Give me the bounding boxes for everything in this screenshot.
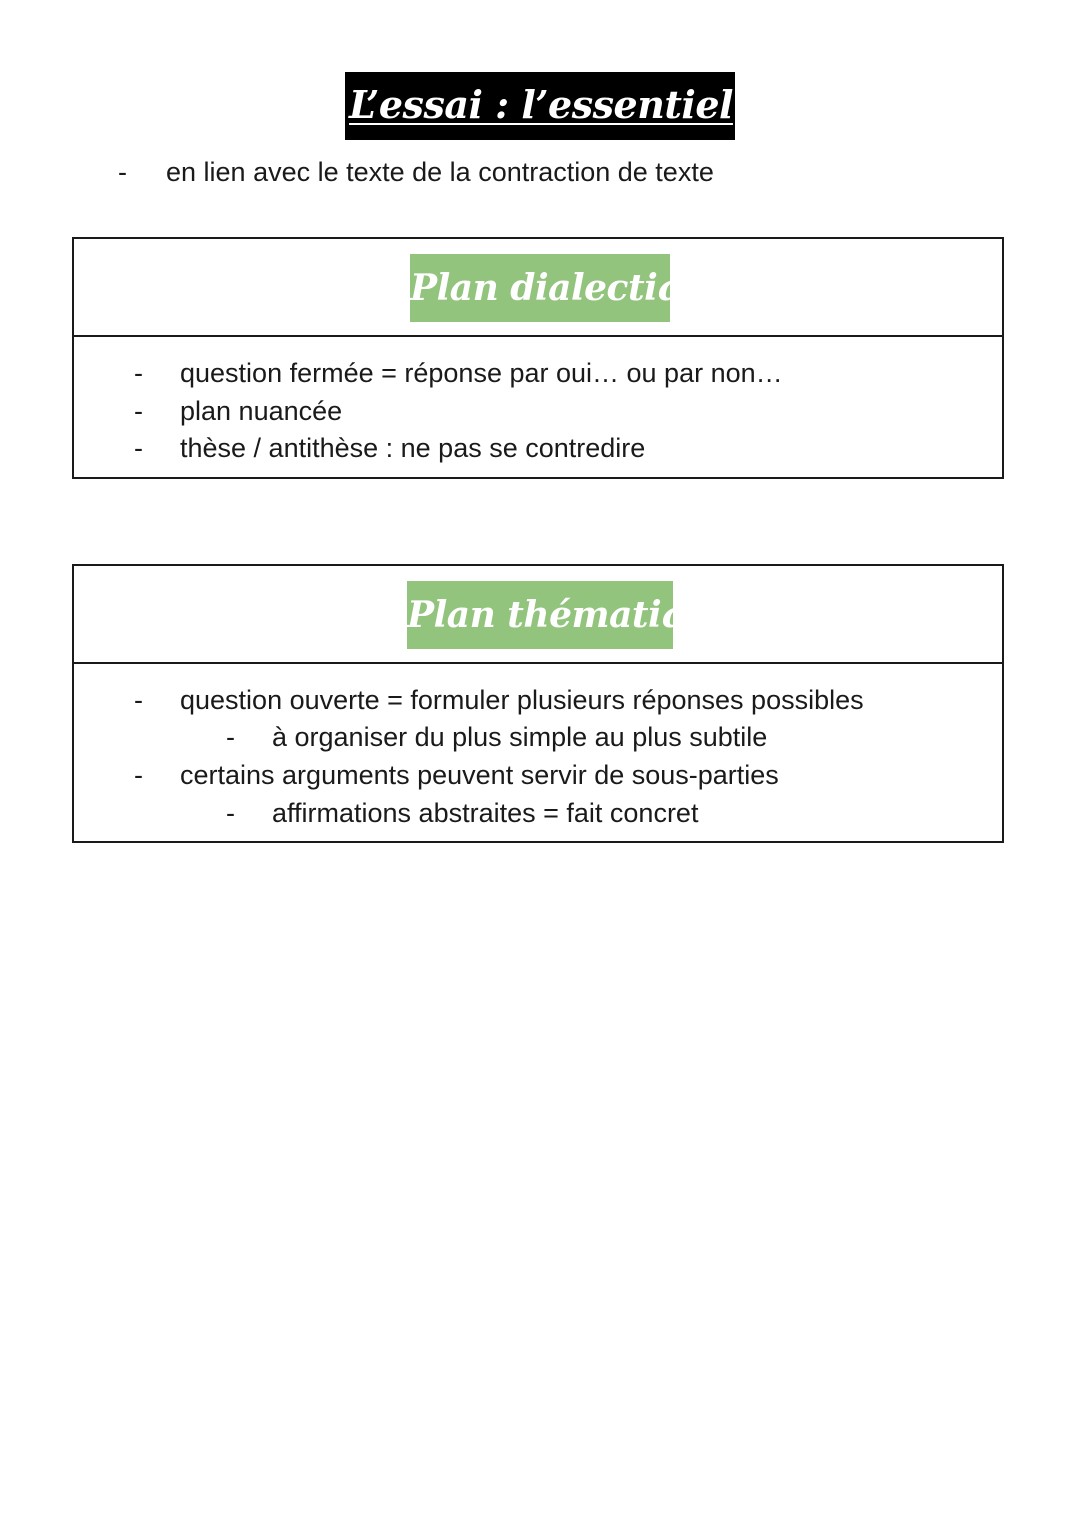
list-item <box>74 429 1002 467</box>
section-box-thematique <box>72 564 1004 843</box>
list-item <box>74 354 1002 392</box>
bullet-dash: - <box>118 157 127 187</box>
bullet-dash: - <box>134 433 143 463</box>
page-title-wrapper <box>0 72 1080 140</box>
bullet-dash: - <box>134 358 143 388</box>
bullet-dash: - <box>134 685 143 715</box>
section-header <box>74 239 1002 337</box>
sub-list-item <box>74 718 1002 756</box>
section-heading-badge: Plan thématique <box>407 581 673 649</box>
sub-list-item-text: affirmations abstraites = fait concret <box>272 798 699 828</box>
bullet-dash: - <box>134 396 143 426</box>
list-item-text: thèse / antithèse : ne pas se contredire <box>180 433 646 463</box>
sub-list-item-text: à organiser du plus simple au plus subtile <box>272 722 768 752</box>
list-item-text: question fermée = réponse par oui… ou par non… <box>180 358 783 388</box>
bullet-dash: - <box>134 760 143 790</box>
list-item <box>74 756 1002 794</box>
page-title: L’essai : l’essentiel <box>345 72 735 140</box>
section-heading-badge: Plan dialectique <box>410 254 670 322</box>
section-header <box>74 566 1002 664</box>
list-item <box>74 681 1002 719</box>
list-item-text: plan nuancée <box>180 396 343 426</box>
bullet-dash: - <box>226 798 235 828</box>
list-item-text: question ouverte = formuler plusieurs réponses possibles <box>180 685 864 715</box>
list-item-text: certains arguments peuvent servir de sous-parties <box>180 760 779 790</box>
bullet-dash: - <box>226 722 235 752</box>
sub-list-item <box>74 794 1002 832</box>
list-item <box>74 392 1002 430</box>
section-box-dialectique <box>72 237 1004 479</box>
intro-text: en lien avec le texte de la contraction de texte <box>166 157 714 187</box>
